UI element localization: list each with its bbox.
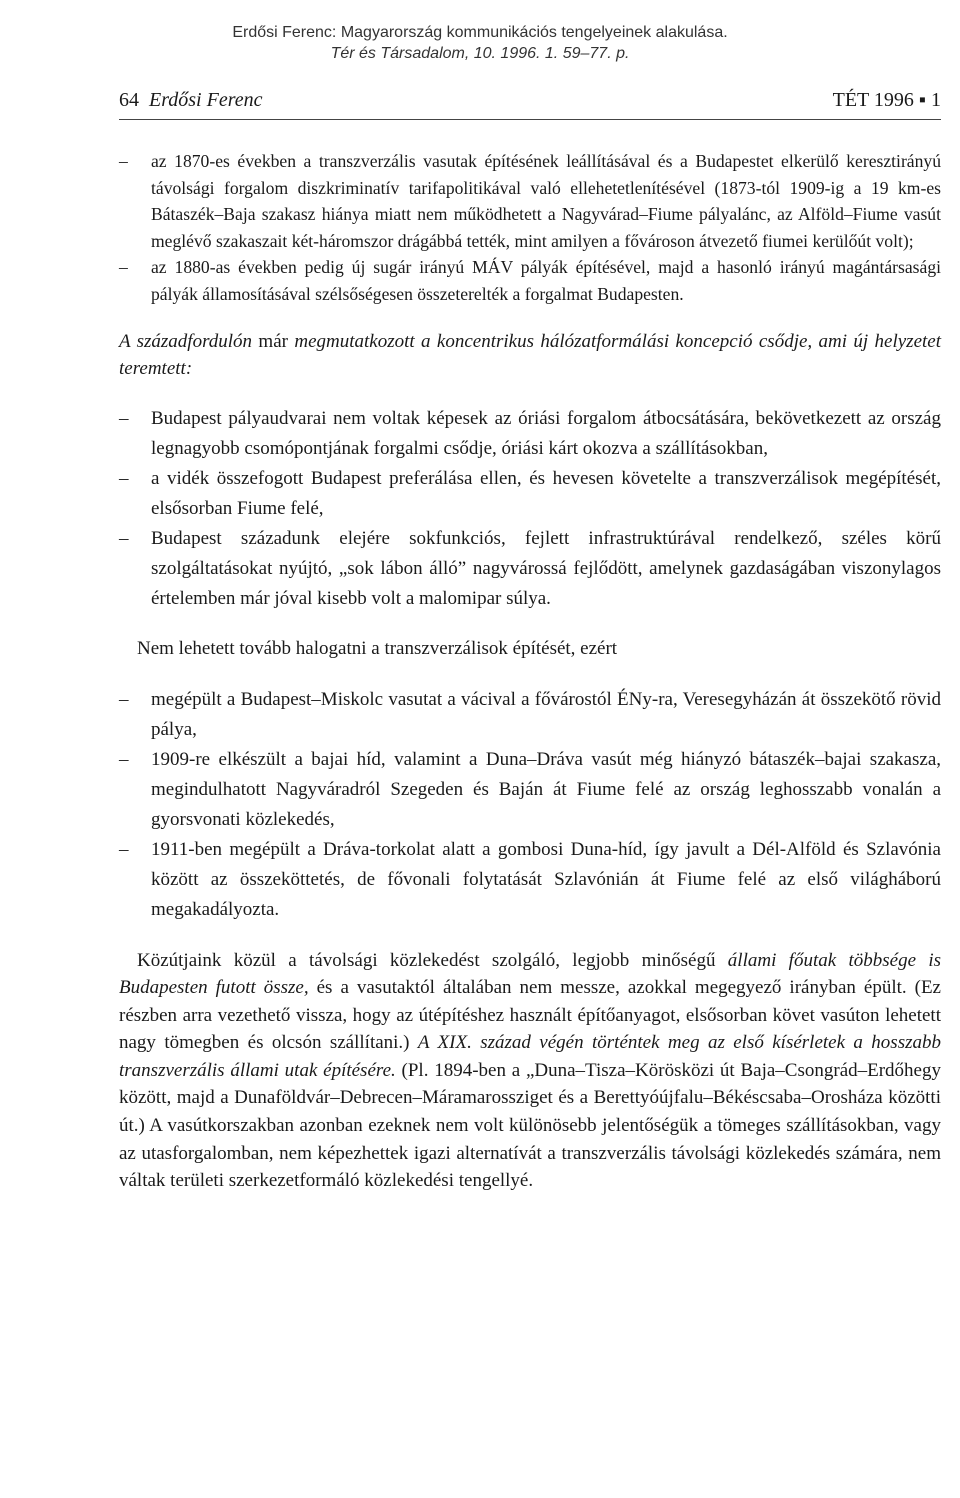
list-item	[119, 404, 941, 464]
dash-bullet: –	[119, 748, 129, 770]
bullet-list-1	[119, 148, 941, 307]
running-head	[119, 89, 941, 120]
lead-part-2: már	[252, 331, 295, 352]
paragraph: Nem lehetett tovább halogatni a transzverzálisok építését, ezért	[137, 638, 618, 659]
list-item-text: 1909-re elkészült a bajai híd, valamint a Duna–Dráva vasút még hiányzó bátaszék–bajai szakasza, megindulhatott Nagyváradról Szegeden és Baján át Fiume felé az ország leghosszabb vonalán a gyorsvonati közlekedés,	[151, 748, 941, 830]
dash-bullet: –	[119, 468, 129, 489]
list-item	[119, 524, 941, 614]
dash-bullet: –	[119, 151, 128, 171]
citation-line-2: Tér és Társadalom, 10. 1996. 1. 59–77. p.	[330, 45, 630, 62]
dash-bullet: –	[119, 528, 129, 549]
final-text-2: és a vasutaktól általában nem messze, azokkal megegyező irányban épült. (Ez részben arra vezethető vissza, hogy az útépítéshez használt építőanyagot, elsősorban követ vasúton lehetett nagy tömegben és olcsón szállítani.)	[119, 977, 941, 1054]
bullet-list-2	[119, 404, 941, 614]
final-italic-2: A XIX. század végén történtek meg az első kísérletek a hosszabb transzverzális állami utak építésére.	[119, 1032, 941, 1081]
running-head-author: Erdősi Ferenc	[149, 89, 263, 111]
dash-bullet: –	[119, 408, 129, 429]
final-text-1: Közútjaink közül a távolsági közlekedést szolgáló, legjobb minőségű	[137, 949, 728, 971]
list-item	[119, 685, 941, 745]
list-item	[119, 254, 941, 307]
list-item	[119, 745, 941, 835]
running-head-left	[119, 89, 263, 112]
page-body	[119, 148, 941, 1195]
list-item-text: az 1880-as években pedig új sugár irányú MÁV pályák építésével, majd a hasonló irányú magántársasági pályák államosításával szélsőségesen összeterelték a forgalmat Budapesten.	[151, 257, 941, 304]
page-number: 64	[119, 89, 139, 111]
lead-paragraph	[119, 329, 941, 382]
dash-bullet: –	[119, 838, 129, 860]
final-italic-1: állami főutak többsége is Budapesten futott össze,	[119, 949, 941, 999]
dash-bullet: –	[119, 688, 129, 710]
list-item-text: Budapest századunk elejére sokfunkciós, fejlett infrastruktúrával rendelkező, széles körű szolgáltatásokat nyújtó, „sok lábon álló” nagyvárossá fejlődött, amelynek gazdaságában viszonylagos értelemben már jóval kisebb volt a malomipar súlya.	[151, 528, 941, 609]
list-item	[119, 148, 941, 254]
list-item-text: Budapest pályaudvarai nem voltak képesek az óriási forgalom átbocsátására, bekövetkezett az ország legnagyobb csomópontjának forgalmi csődje, óriási kárt okozva a szállításokban,	[151, 408, 941, 459]
list-item-text: 1911-ben megépült a Dráva-torkolat alatt a gombosi Duna-híd, így javult a Dél-Alföld és Szlavónia között az összeköttetés, de fővonali folytatását Szlavónián át Fiume felé az első világháború megakadályozta.	[151, 838, 941, 920]
lead-part-3: megmutatkozott a koncentrikus hálózatformálási koncepció csődje, ami új helyzetet teremtett:	[119, 331, 941, 379]
citation-line-1: Erdősi Ferenc: Magyarország kommunikációs tengelyeinek alakulása.	[232, 24, 728, 41]
bullet-list-3	[119, 685, 941, 925]
list-item-text: az 1870-es években a transzverzális vasutak építésének leállításával és a Budapestet elkerülő keresztirányú távolsági forgalom diszkriminatív tarifapolitikával való ellehetetlenítésével (1873-tól 1909-ig a 19 km-es Bátaszék–Baja szakasz hiánya miatt nem működhetett a Nagyvárad–Fiume pályalánc, az Alföld–Fiume vasút meglévő szakaszait két-háromszor drágábbá tették, mint amilyen a fővároson átvezető fiumei kerülőút volt);	[151, 151, 941, 251]
list-item	[119, 464, 941, 524]
list-item-text: a vidék összefogott Budapest preferálása ellen, és hevesen követelte a transzverzálisok megépítését, elsősorban Fiume felé,	[151, 468, 941, 519]
dash-bullet: –	[119, 257, 128, 277]
list-item-text: megépült a Budapest–Miskolc vasutat a vácival a fővárostól ÉNy-ra, Veresegyházán át összekötő rövid pálya,	[151, 688, 941, 740]
running-head-journal: TÉT 1996 ▪ 1	[832, 89, 941, 111]
citation-header	[0, 22, 960, 64]
list-item	[119, 835, 941, 925]
final-paragraph	[119, 947, 941, 1195]
final-text-3: (Pl. 1894-ben a „Duna–Tisza–Körösközi út Baja–Csongrád–Erdőhegy között, majd a Dunaföldvár–Debrecen–Máramarossziget és a Berettyóújfalu–Békéscsaba–Orosháza közötti út.) A vasútkorszakban azonban ezeknek nem volt különösebb jelentőségük a tömeges szállításokban, vagy az utasforgalomban, nem képezhettek igazi alternatívát a transzverzális távolsági közlekedés számára, nem váltak területi szerkezetformáló közlekedési tengellyé.	[119, 1059, 941, 1192]
lead-part-1: A századfordulón	[119, 331, 253, 352]
